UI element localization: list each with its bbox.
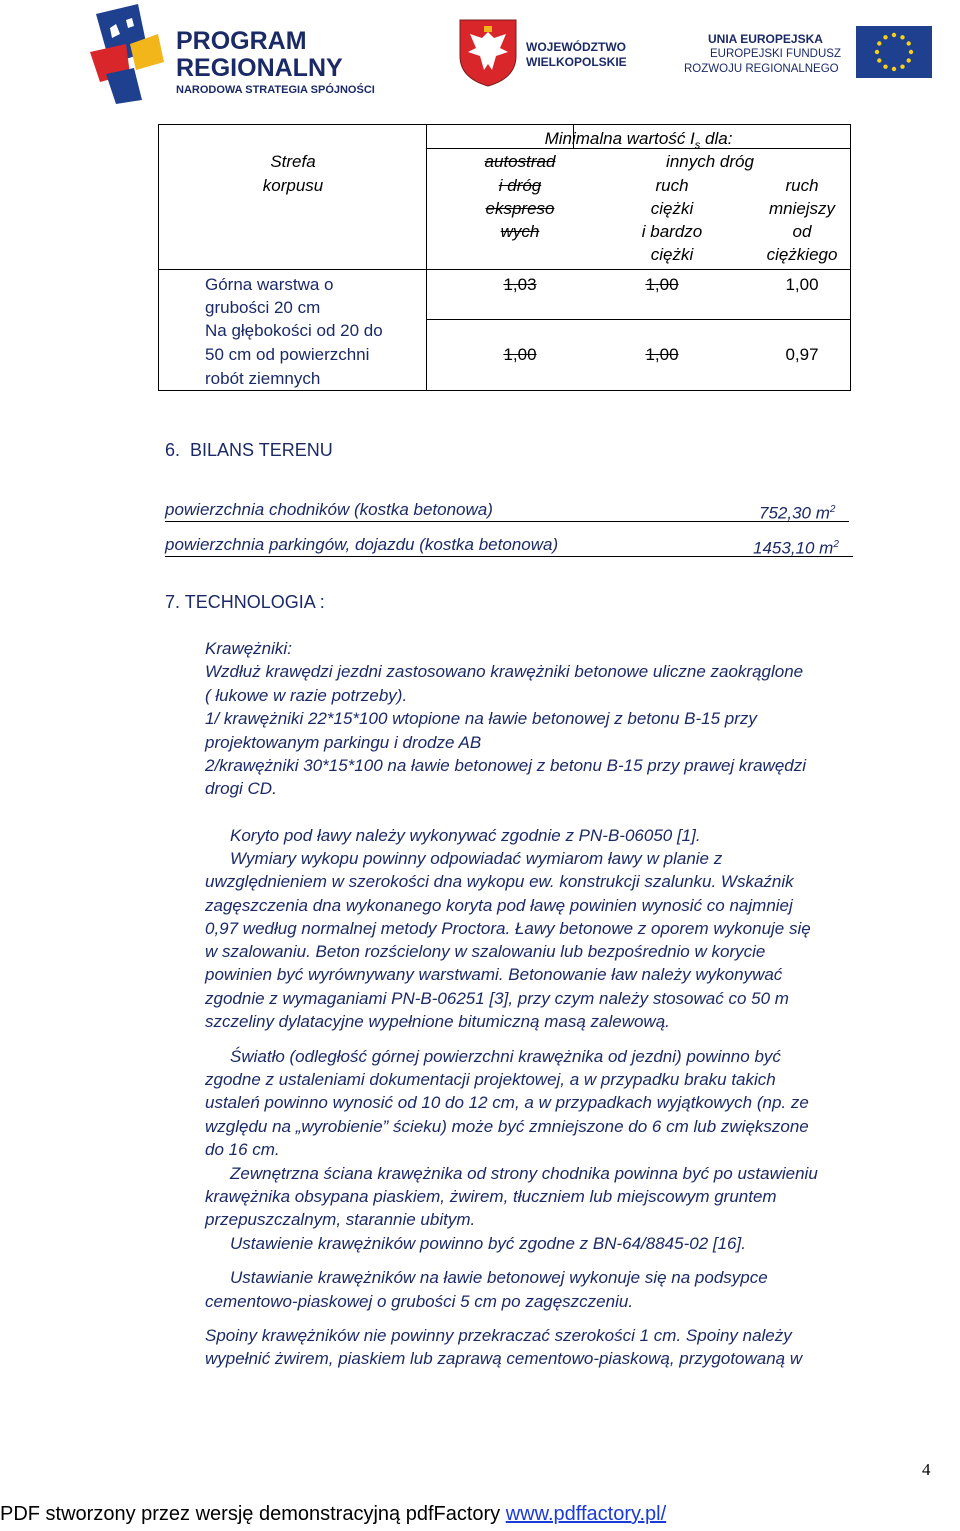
spoiny-line: Spoiny krawężników nie powinny przekraczać szerokości 1 cm. Spoiny należy [205,1326,792,1345]
zone-header-1: Strefa [270,152,316,171]
program-line1: PROGRAM [176,27,307,55]
wojewodztwo-line2: WIELKOPOLSKIE [526,55,627,69]
autostrad-2: i dróg [498,176,542,195]
program-line2: REGIONALNY [176,54,343,82]
innych-drog-header: innych dróg [666,152,754,171]
eu-star-icon [900,65,904,69]
footer-link[interactable]: www.pdffactory.pl/ [505,1503,667,1525]
row1-label-1: Górna warstwa o [205,275,334,294]
mniejszy-3: od [792,222,812,241]
swiatlo-line: względu na „wyrobienie” ścieku) może być zmniejszone do 6 cm lub zwiększone [205,1117,809,1136]
row2-label-1: Na głębokości od 20 do [205,321,383,340]
eu-star-icon [907,41,911,45]
page-number: 4 [922,1460,931,1479]
swiatlo-line: do 16 cm. [205,1140,280,1159]
tech-line: Wzdłuż krawędzi jezdni zastosowano krawężniki betonowe uliczne zaokrąglone [205,662,804,681]
koryto-line: Koryto pod ławy należy wykonywać zgodnie z PN-B-06050 [1]. [230,826,701,845]
koryto-line: szczeliny dylatacyjne wypełnione bitumiczną masą zalewową. [205,1012,670,1031]
ciezki-2: ciężki [650,199,694,218]
row1-mniejszy: 1,00 [785,275,819,294]
eu-line3: ROZWOJU REGIONALNEGO [684,63,839,75]
eu-star-icon [877,58,881,62]
koryto-line: uwzględnieniem w szerokości dna wykopu ew. konstrukcji szalunku. Wskaźnik [205,872,794,891]
mniejszy-4: ciężkiego [766,245,838,264]
area-line2-value: 1453,10 $m^2$ [753,538,839,558]
min-value-header: Minimalna wartość $I_s$ dla: [544,129,733,152]
row2-autostrad: 1,00 [503,345,537,364]
koryto-line: zagęszczenia dna wykonanego koryta pod ławę powinien wynosić co najmniej [205,896,793,915]
autostrad-1: autostrad [484,152,556,171]
swiatlo-line: krawężnika obsypana piaskiem, żwirem, tłuczniem lub miejscowym gruntem [205,1187,777,1206]
swiatlo-line: Ustawienie krawężników powinno być zgodne z BN-64/8845-02 [16]. [230,1234,746,1253]
footer-text: PDF stworzony przez wersję demonstracyjną pdfFactory [0,1503,506,1525]
row2-mniejszy: 0,97 [785,345,819,364]
swiatlo-line: Zewnętrzna ściana krawężnika od strony chodnika powinna być po ustawieniu [230,1164,818,1183]
mniejszy-2: mniejszy [768,199,836,218]
program-flag-icon [86,4,166,104]
mniejszy-1: ruch [785,176,819,195]
ciezki-1: ruch [655,176,689,195]
swiatlo-line: ustaleń powinno wynosić od 10 do 12 cm, a w przypadkach wyjątkowych (np. ze [205,1093,809,1112]
area-line1-value: 752,30 $m^2$ [759,503,836,523]
swiatlo-line: Światło (odległość górnej powierzchni krawężnika od jezdni) powinno być [230,1047,781,1066]
eu-star-icon [907,58,911,62]
eu-star-icon [892,33,896,37]
tech-line: ( łukowe w razie potrzeby). [205,686,408,705]
koryto-line: Wymiary wykopu powinny odpowiadać wymiarom ławy w planie z [230,849,723,868]
tech-line: drogi CD. [205,779,277,798]
zone-header-2: korpusu [262,176,324,195]
wojewodztwo-logo [456,18,646,88]
autostrad-3: ekspreso [485,199,555,218]
eu-star-icon [877,41,881,45]
footer [0,1503,666,1526]
section7-heading: 7. TECHNOLOGIA : [165,592,325,612]
eu-star-icon [883,65,887,69]
ustawianie-line: Ustawianie krawężników na ławie betonowej wykonuje się na podsypce [230,1268,768,1287]
tech-line: 2/krawężniki 30*15*100 na ławie betonowej z betonu B-15 przy prawej krawędzi [205,756,807,775]
spoiny-line: wypełnić żwirem, piaskiem lub zaprawą cementowo-piaskową, przygotowaną w [205,1349,803,1368]
koryto-line: zgodnie z wymaganiami PN-B-06251 [3], przy czym należy stosować co 50 m [205,989,789,1008]
eu-flag-icon [856,26,932,78]
row1-ciezki: 1,00 [645,275,679,294]
tech-line: 1/ krawężniki 22*15*100 wtopione na ławie betonowej z betonu B-15 przy [205,709,757,728]
eu-star-icon [892,67,896,71]
swiatlo-line: przepuszczalnym, starannie ubitym. [205,1210,476,1229]
program-line3: NARODOWA STRATEGIA SPÓJNOŚCI [176,84,375,96]
eu-star-icon [883,35,887,39]
koryto-line: 0,97 według normalnej metody Proctora. Ławy betonowe z oporem wykonuje się [205,919,811,938]
ustawianie-line: cementowo-piaskowej o grubości 5 cm po zagęszczeniu. [205,1292,634,1311]
row2-label-3: robót ziemnych [205,369,321,388]
row2-ciezki: 1,00 [645,345,679,364]
eu-star-icon [900,35,904,39]
section6-heading: 6. BILANS TERENU [165,440,333,460]
eu-star-icon [875,50,879,54]
eu-line2: EUROPEJSKI FUNDUSZ [710,48,841,60]
row1-autostrad: 1,03 [503,275,537,294]
area-line1-label: powierzchnia chodników (kostka betonowa) [165,500,493,519]
koryto-line: w szalowaniu. Beton rozścielony w szalowaniu lub bezpośrednio w korycie [205,942,766,961]
ciezki-4: ciężki [650,245,694,264]
row1-label-2: grubości 20 cm [205,298,321,317]
eu-line1: UNIA EUROPEJSKA [708,32,823,46]
swiatlo-line: zgodne z ustaleniami dokumentacji projektowej, a w przypadku braku takich [205,1070,776,1089]
koryto-line: powinien być wyrównywany warstwami. Betonowanie ław należy wykonywać [205,965,783,984]
tech-line: projektowanym parkingu i drodze AB [205,733,482,752]
area-line2-label: powierzchnia parkingów, dojazdu (kostka betonowa) [165,535,559,554]
eagle-shield-icon [456,18,520,88]
wojewodztwo-line1: WOJEWÓDZTWO [526,40,626,54]
row2-label-2: 50 cm od powierzchni [205,345,370,364]
eu-logo [684,22,944,92]
eu-star-icon [909,50,913,54]
autostrad-4: wych [500,222,540,241]
program-regionalny-logo [86,4,406,104]
ciezki-3: i bardzo [641,222,703,241]
section7-subtitle: Krawężniki: [205,639,292,658]
